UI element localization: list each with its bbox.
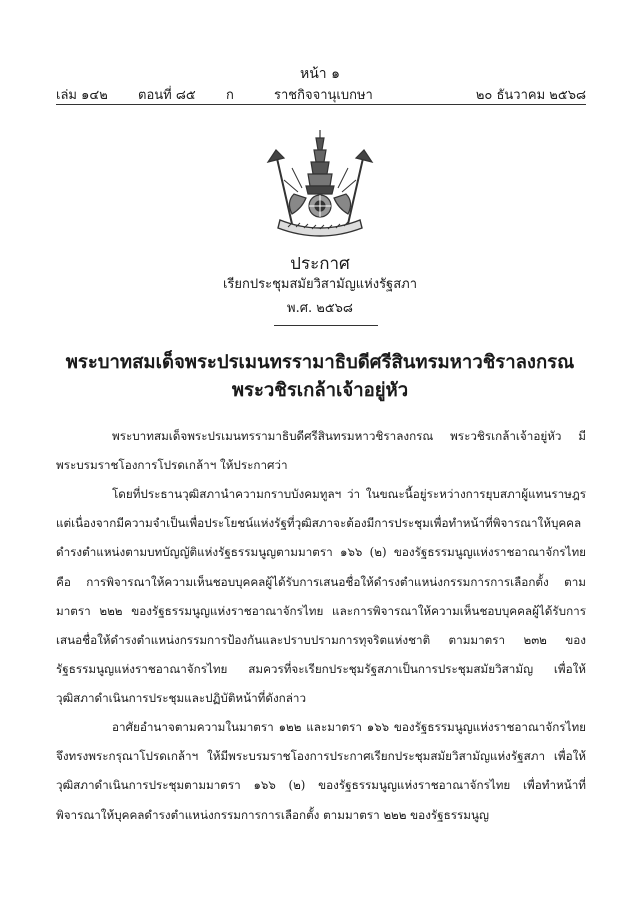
gazette-header bbox=[56, 84, 586, 104]
title-divider bbox=[274, 325, 378, 326]
paragraph-authority: อาศัยอำนาจตามความในมาตรา ๑๒๒ และมาตรา ๑๖๖ ของรัฐธรรมนูญแห่งราชอาณาจักรไทย จึงทรงพระกรุณาโปรดเกล้าฯ ให้มีพระบรมราชโองการประกาศเรียกประชุมสมัยวิสามัญแห่งรัฐสภา เพื่อให้วุฒิสภาดำเนินการประชุมตามมาตรา ๑๖๖ (๒) ของรัฐธรรมนูญแห่งราชอาณาจักรไทย เพื่อทำหน้าที่พิจารณาให้บุคคลดำรงตำแหน่งกรรมการการเลือกตั้ง ตามมาตรา ๒๒๒ ของรัฐธรรมนูญ bbox=[56, 720, 586, 822]
announcement-year: พ.ศ. ๒๕๖๘ bbox=[287, 301, 353, 316]
page-number: หน้า ๑ bbox=[300, 66, 340, 82]
publication-date: ๒๐ ธันวาคม ๒๕๖๘ bbox=[475, 88, 586, 103]
header-divider bbox=[56, 104, 586, 105]
king-name-line-1: พระบาทสมเด็จพระปรเมนทรรามาธิบดีศรีสินทรมหาวชิราลงกรณ bbox=[65, 352, 575, 373]
royal-emblem-icon bbox=[262, 128, 378, 238]
announcement-subject: เรียกประชุมสมัยวิสามัญแห่งรัฐสภา bbox=[222, 277, 418, 292]
announcement-heading: ประกาศ bbox=[290, 254, 350, 274]
volume-number: เล่ม ๑๔๒ bbox=[56, 88, 108, 103]
section-letter: ก bbox=[226, 88, 234, 103]
king-name-line-2: พระวชิรเกล้าเจ้าอยู่หัว bbox=[231, 380, 409, 401]
paragraph-proclamation: พระบาทสมเด็จพระปรเมนทรรามาธิบดีศรีสินทรมหาวชิราลงกรณ พระวชิรเกล้าเจ้าอยู่หัว มีพระบรมราชโองการโปรดเกล้าฯ ให้ประกาศว่า bbox=[56, 429, 586, 473]
paragraph-reason: โดยที่ประธานวุฒิสภานำความกราบบังคมทูลฯ ว่า ในขณะนี้อยู่ระหว่างการยุบสภาผู้แทนราษฎร แต่เนื่องจากมีความจำเป็นเพื่อประโยชน์แห่งรัฐที่วุฒิสภาจะต้องมีการประชุมเพื่อทำหน้าที่พิจารณาให้บุคคลดำรงตำแหน่งตามบทบัญญัติแห่งรัฐธรรมนูญตามมาตรา ๑๖๖ (๒) ของรัฐธรรมนูญแห่งราชอาณาจักรไทย คือ การพิจารณาให้ความเห็นชอบบุคคลผู้ได้รับการเสนอชื่อให้ดำรงตำแหน่งกรรมการการเลือกตั้ง ตามมาตรา ๒๒๒ ของรัฐธรรมนูญแห่งราชอาณาจักรไทย และการพิจารณาให้ความเห็นชอบบุคคลผู้ได้รับการเสนอชื่อให้ดำรงตำแหน่งกรรมการป้องกันและปราบปรามการทุจริตแห่งชาติ ตามมาตรา ๒๓๒ ของรัฐธรรมนูญแห่งราชอาณาจักรไทย สมควรที่จะเรียกประชุมรัฐสภาเป็นการประชุมสมัยวิสามัญ เพื่อให้วุฒิสภาดำเนินการประชุมและปฏิบัติหน้าที่ดังกล่าว bbox=[56, 487, 586, 706]
section-number: ตอนที่ ๘๕ bbox=[138, 88, 196, 103]
publication-name: ราชกิจจานุเบกษา bbox=[274, 88, 373, 103]
